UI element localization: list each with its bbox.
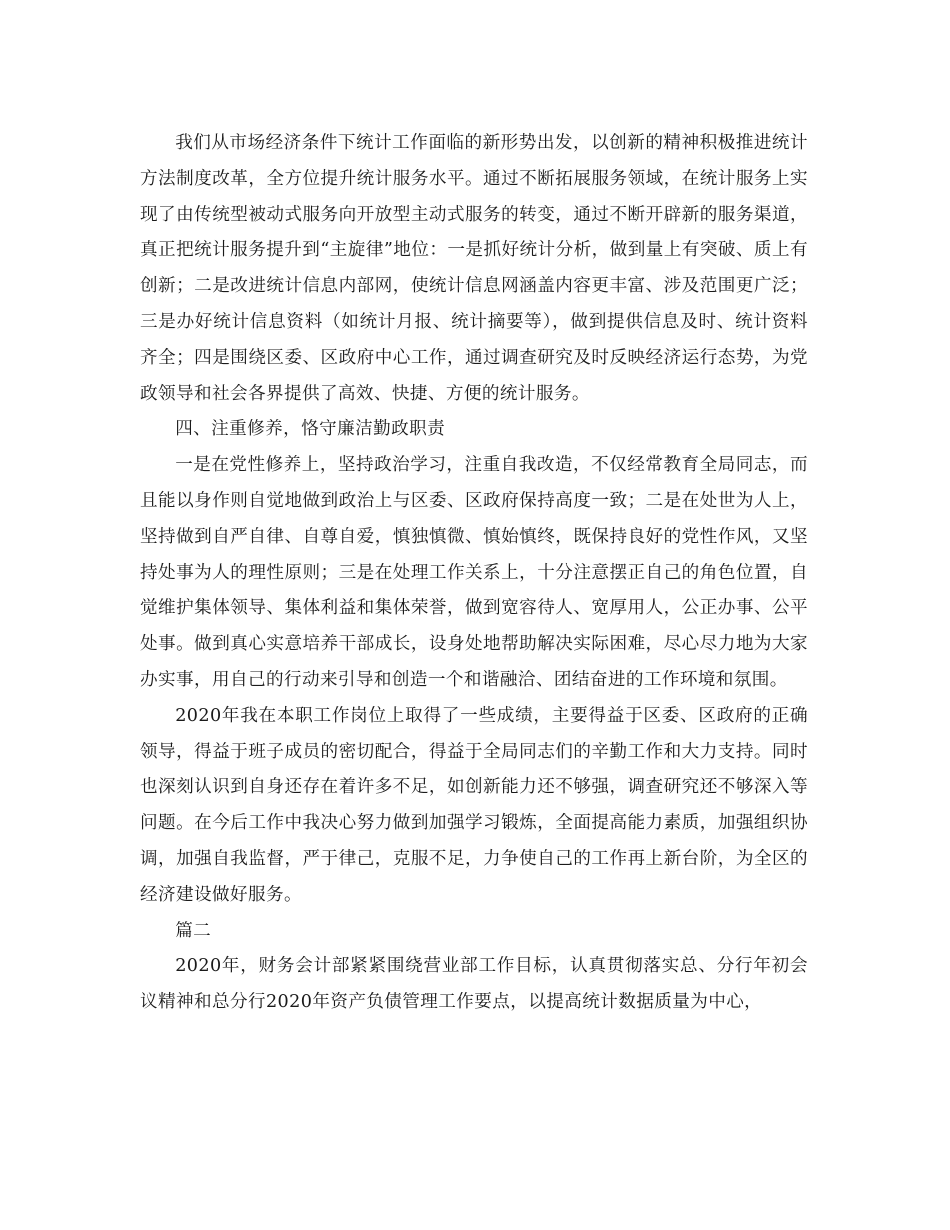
document-body [140, 126, 808, 1021]
paragraph-2020-achievements: 2020年我在本职工作岗位上取得了一些成绩，主要得益于区委、区政府的正确领导，得益于班子成员的密切配合，得益于全局同志们的辛勤工作和大力支持。同时也深刻认识到自身还存在着许多不足，如创新能力还不够强，调查研究还不够深入等问题。在今后工作中我决心努力做到加强学习锻炼，全面提高能力素质，加强组织协调，加强自我监督，严于律己，克服不足，力争使自己的工作再上新台阶，为全区的经济建设做好服务。 [140, 705, 808, 905]
paragraph-finance-department: 2020年，财务会计部紧紧围绕营业部工作目标，认真贯彻落实总、分行年初会议精神和总分行2020年资产负债管理工作要点，以提高统计数据质量为中心， [140, 956, 808, 1013]
section-heading-part-two: 篇二 [175, 920, 212, 941]
section-heading-self-cultivation: 四、注重修养，恪守廉洁勤政职责 [175, 419, 446, 440]
paragraph-party-cultivation: 一是在党性修养上，坚持政治学习，注重自我改造，不仅经常教育全局同志，而且能以身作则自觉地做到政治上与区委、区政府保持高度一致；二是在处世为人上，坚持做到自严自律、自尊自爱，慎独慎微、慎始慎终，既保持良好的党性作风，又坚持处事为人的理性原则；三是在处理工作关系上，十分注意摆正自己的角色位置，自觉维护集体领导、集体利益和集体荣誉，做到宽容待人、宽厚用人，公正办事、公平处事。做到真心实意培养干部成长，设身处地帮助解决实际困难，尽心尽力地为大家办实事，用自己的行动来引导和创造一个和谐融洽、团结奋进的工作环境和氛围。 [140, 455, 808, 690]
paragraph-statistics-service: 我们从市场经济条件下统计工作面临的新形势出发，以创新的精神积极推进统计方法制度改革，全方位提升统计服务水平。通过不断拓展服务领域，在统计服务上实现了由传统型被动式服务向开放型主动式服务的转变，通过不断开辟新的服务渠道，真正把统计服务提升到“主旋律”地位：一是抓好统计分析，做到量上有突破、质上有创新；二是改进统计信息内部网，使统计信息网涵盖内容更丰富、涉及范围更广泛；三是办好统计信息资料（如统计月报、统计摘要等），做到提供信息及时、统计资料齐全；四是围绕区委、区政府中心工作，通过调查研究及时反映经济运行态势，为党政领导和社会各界提供了高效、快捷、方便的统计服务。 [140, 133, 808, 404]
